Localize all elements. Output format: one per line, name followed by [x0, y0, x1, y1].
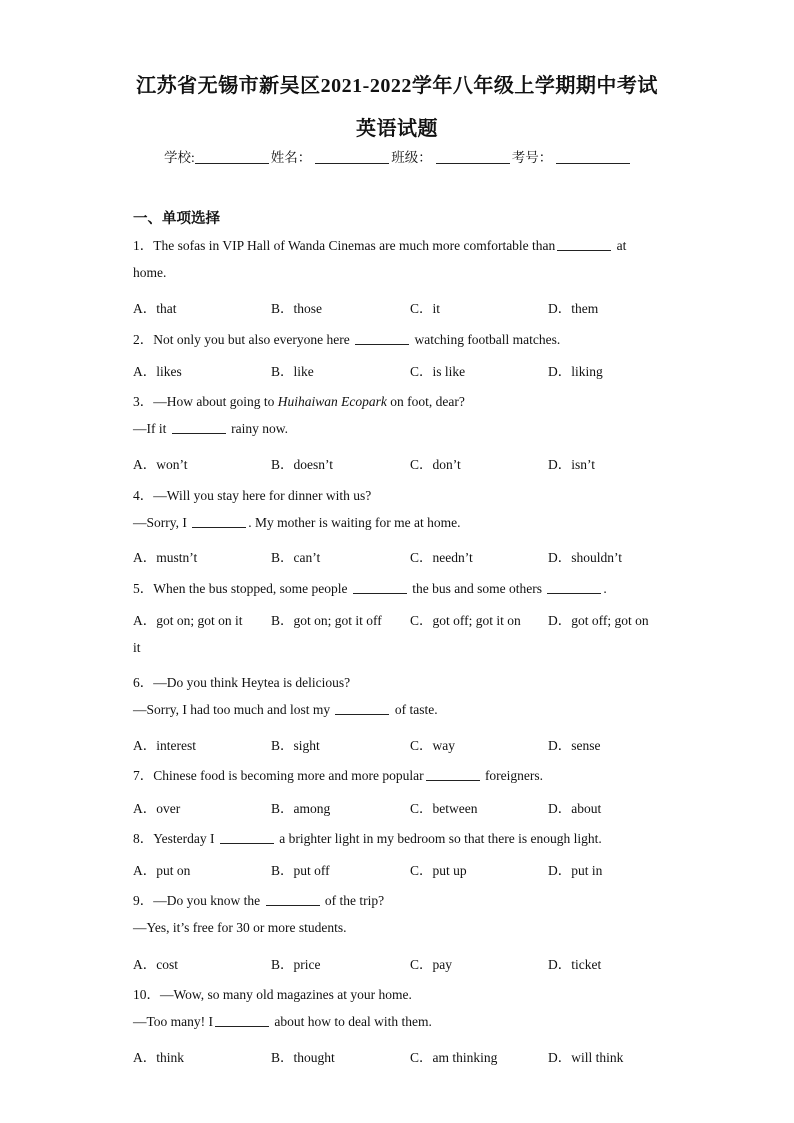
- answer-blank: [353, 581, 407, 594]
- question-9-reply: —Yes, it’s free for 30 or more students.: [133, 920, 347, 935]
- question-number: 5．: [133, 581, 154, 596]
- question-7-text: [133, 764, 543, 784]
- question-text: . My mother is waiting for me at home.: [248, 515, 461, 530]
- question-text: —Sorry, I: [133, 515, 191, 530]
- question-text: —Too many! I: [133, 1014, 214, 1029]
- answer-blank: [557, 238, 611, 251]
- place-name: Huihaiwan Ecopark: [277, 394, 387, 409]
- q9-option-b[interactable]: B．price: [271, 957, 321, 972]
- answer-blank: [220, 831, 274, 844]
- q3-option-c[interactable]: C．don’t: [410, 457, 461, 472]
- q10-option-b[interactable]: B．thought: [271, 1050, 335, 1065]
- q5-option-b[interactable]: B．got on; got it off: [271, 613, 382, 628]
- question-text: about how to deal with them.: [271, 1014, 432, 1029]
- q8-option-d[interactable]: D．put in: [548, 863, 603, 878]
- question-6-reply: [133, 702, 438, 718]
- page-subtitle: 英语试题: [356, 118, 438, 140]
- question-10-text: [133, 983, 412, 1003]
- answer-blank: [266, 893, 320, 906]
- q4-option-b[interactable]: B．can’t: [271, 550, 321, 565]
- q4-option-a[interactable]: A．mustn’t: [133, 550, 198, 565]
- question-text: —How about going to: [153, 394, 278, 409]
- q9-option-a[interactable]: A．cost: [133, 957, 178, 972]
- q10-option-a[interactable]: A．think: [133, 1050, 185, 1065]
- question-text: foreigners.: [481, 768, 544, 783]
- question-text: When the bus stopped, some people: [153, 581, 351, 596]
- q8-option-a[interactable]: A．put on: [133, 863, 191, 878]
- answer-blank: [335, 702, 389, 715]
- q2-option-a[interactable]: A．likes: [133, 364, 182, 379]
- q7-option-a[interactable]: A．over: [133, 801, 181, 816]
- question-text: the bus and some others: [408, 581, 546, 596]
- q10-option-d[interactable]: D．will think: [548, 1050, 624, 1065]
- question-number: 1．: [133, 238, 154, 253]
- answer-blank: [426, 768, 480, 781]
- question-text: of taste.: [391, 702, 438, 717]
- question-text: Yesterday I: [153, 831, 218, 846]
- question-number: 3．: [133, 394, 154, 409]
- q5-option-c[interactable]: C．got off; got it on: [410, 613, 521, 628]
- answer-blank: [215, 1014, 269, 1027]
- question-4-text: [133, 484, 371, 504]
- school-blank[interactable]: [195, 149, 269, 164]
- page-title: 江苏省无锡市新吴区2021-2022学年八年级上学期期中考试: [136, 75, 658, 97]
- q7-option-c[interactable]: C．between: [410, 801, 478, 816]
- name-label: 姓名：: [270, 150, 312, 165]
- q2-option-b[interactable]: B．like: [271, 364, 314, 379]
- q3-option-a[interactable]: A．won’t: [133, 457, 188, 472]
- question-text: rainy now.: [227, 421, 288, 436]
- q1-option-c[interactable]: C．it: [410, 301, 441, 316]
- question-text: —Sorry, I had too much and lost my: [133, 702, 334, 717]
- class-blank[interactable]: [436, 149, 510, 164]
- question-text: on foot, dear?: [386, 394, 465, 409]
- question-1-continuation: home.: [133, 265, 167, 280]
- q1-option-a[interactable]: A．that: [133, 301, 177, 316]
- question-number: 6．: [133, 675, 154, 690]
- section-title: 一、单项选择: [133, 211, 220, 227]
- q1-option-d[interactable]: D．them: [548, 301, 599, 316]
- question-number: 9．: [133, 893, 154, 908]
- question-number: 8．: [133, 831, 154, 846]
- question-text: Not only you but also everyone here: [153, 332, 354, 347]
- q10-option-c[interactable]: C．am thinking: [410, 1050, 498, 1065]
- student-info-fields: [164, 146, 632, 166]
- question-text: —Do you think Heytea is delicious?: [153, 675, 351, 690]
- school-label: 学校:: [164, 150, 195, 165]
- q6-option-d[interactable]: D．sense: [548, 738, 601, 753]
- answer-blank: [172, 421, 226, 434]
- exam-number-label: 考号：: [511, 150, 553, 165]
- question-number: 10．: [133, 987, 160, 1002]
- q5-option-d[interactable]: D．got off; got on: [548, 613, 649, 628]
- question-text: .: [603, 581, 607, 596]
- q2-option-d[interactable]: D．liking: [548, 364, 603, 379]
- question-6-text: [133, 671, 350, 691]
- q7-option-d[interactable]: D．about: [548, 801, 602, 816]
- class-label: 班级：: [391, 150, 432, 165]
- question-1-text: [133, 234, 626, 254]
- question-text: —Wow, so many old magazines at your home.: [160, 987, 412, 1002]
- question-3-reply: [133, 421, 288, 437]
- answer-blank: [192, 515, 246, 528]
- q4-option-c[interactable]: C．needn’t: [410, 550, 473, 565]
- question-9-text: [133, 889, 384, 909]
- question-text: at: [613, 238, 627, 253]
- q6-option-a[interactable]: A．interest: [133, 738, 196, 753]
- q6-option-b[interactable]: B．sight: [271, 738, 320, 753]
- question-number: 7．: [133, 768, 154, 783]
- q6-option-c[interactable]: C．way: [410, 738, 455, 753]
- q5-option-d-wrap: it: [133, 640, 141, 655]
- q8-option-c[interactable]: C．put up: [410, 863, 467, 878]
- exam-number-blank[interactable]: [556, 149, 630, 164]
- question-text: of the trip?: [321, 893, 385, 908]
- question-5-text: [133, 577, 607, 597]
- question-text: watching football matches.: [411, 332, 561, 347]
- question-number: 2．: [133, 332, 154, 347]
- q3-option-b[interactable]: B．doesn’t: [271, 457, 334, 472]
- q2-option-c[interactable]: C．is like: [410, 364, 466, 379]
- question-text: —Do you know the: [153, 893, 264, 908]
- answer-blank: [355, 332, 409, 345]
- q5-option-a[interactable]: A．got on; got on it: [133, 613, 243, 628]
- question-3-text: [133, 390, 465, 410]
- q8-option-b[interactable]: B．put off: [271, 863, 330, 878]
- q4-option-d[interactable]: D．shouldn’t: [548, 550, 623, 565]
- q3-option-d[interactable]: D．isn’t: [548, 457, 596, 472]
- question-10-reply: [133, 1014, 432, 1030]
- question-text: —Will you stay here for dinner with us?: [153, 488, 372, 503]
- question-4-reply: [133, 515, 460, 531]
- answer-blank: [547, 581, 601, 594]
- question-text: a brighter light in my bedroom so that there is enough light.: [275, 831, 602, 846]
- question-number: 4．: [133, 488, 154, 503]
- q7-option-b[interactable]: B．among: [271, 801, 331, 816]
- question-text: Chinese food is becoming more and more popular: [153, 768, 424, 783]
- q9-option-c[interactable]: C．pay: [410, 957, 452, 972]
- q1-option-b[interactable]: B．those: [271, 301, 323, 316]
- question-text: The sofas in VIP Hall of Wanda Cinemas are much more comfortable than: [153, 238, 556, 253]
- question-text: —If it: [133, 421, 170, 436]
- q9-option-d[interactable]: D．ticket: [548, 957, 602, 972]
- question-8-text: [133, 827, 602, 847]
- name-blank[interactable]: [315, 149, 389, 164]
- question-2-text: [133, 328, 560, 348]
